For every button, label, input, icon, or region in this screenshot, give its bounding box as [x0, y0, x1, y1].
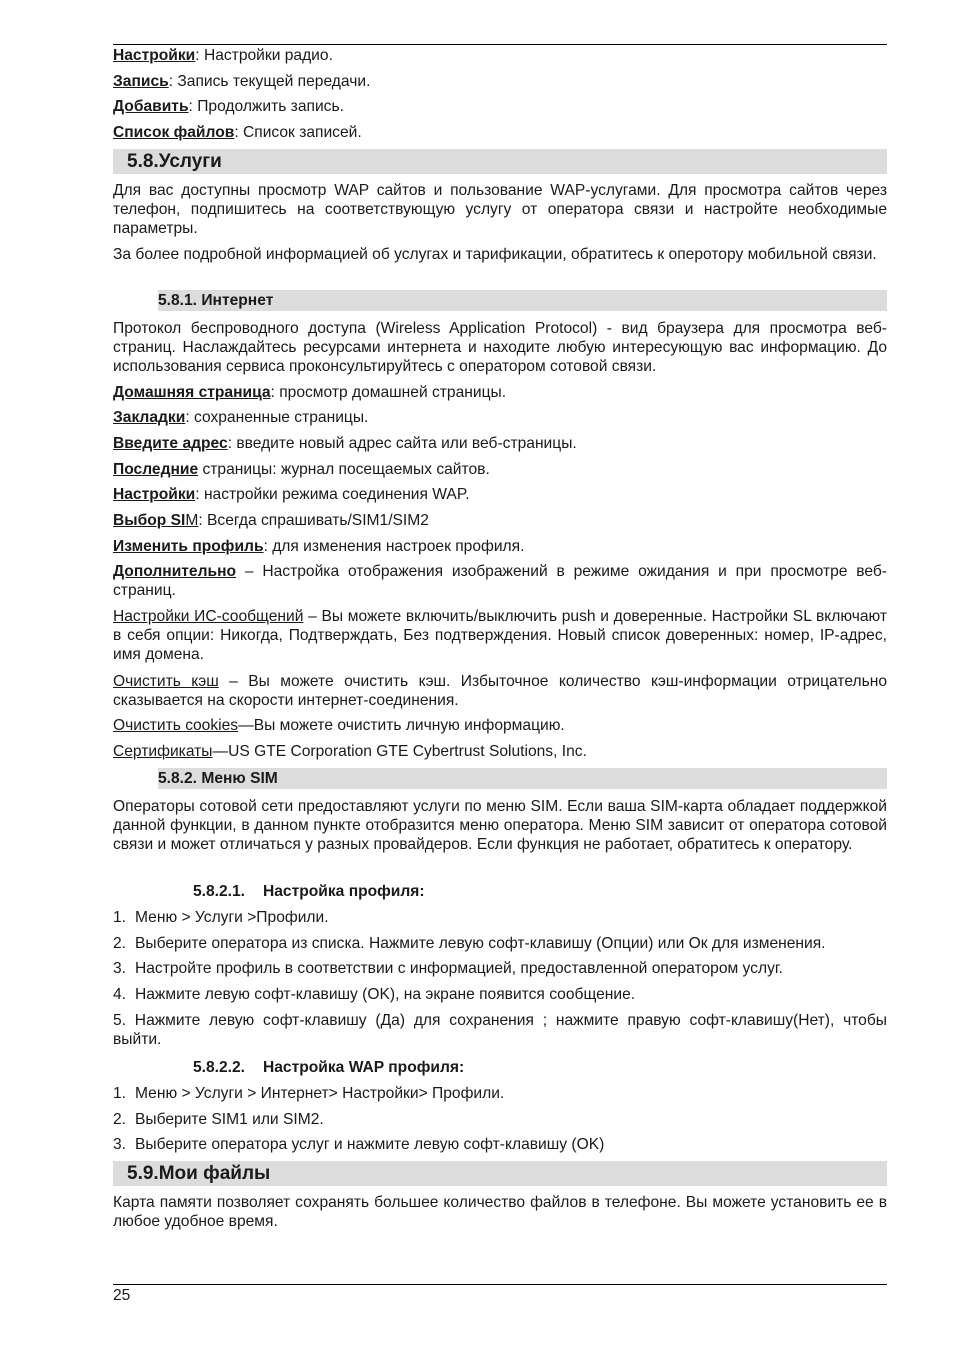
- list-text: Выберите SIM1 или SIM2.: [135, 1111, 324, 1128]
- internet-item-is-messages: [113, 607, 887, 664]
- heading-number: 5.8.2.1.: [193, 883, 246, 900]
- item-term: Последние: [113, 461, 199, 478]
- intro-item-record: [113, 72, 370, 91]
- list-item: [113, 1110, 324, 1129]
- internet-item-clear-cache: [113, 672, 887, 710]
- intro-item-filelist: [113, 123, 362, 142]
- item-term: Домашняя страница: [113, 384, 271, 401]
- intro-term: Запись: [113, 73, 169, 90]
- my-files-paragraph: Карта памяти позволяет сохранять большее количество файлов в телефоне. Вы можете установить ее в любое удобное время.: [113, 1194, 887, 1230]
- item-term: Выбор SI: [113, 512, 186, 529]
- list-item: [113, 1084, 504, 1103]
- item-term: Закладки: [113, 409, 186, 426]
- item-term: Очистить cookies: [113, 717, 239, 734]
- intro-item-append: [113, 97, 344, 116]
- item-term: Настройки ИС-сообщений: [113, 608, 304, 625]
- internet-item-edit-profile: [113, 537, 524, 556]
- subsection-heading-sim-menu: [158, 768, 887, 789]
- list-text: Нажмите левую софт-клавишу (OK), на экране появится сообщение.: [135, 986, 636, 1003]
- intro-term: Настройки: [113, 47, 196, 64]
- item-desc: : введите новый адрес сайта или веб-страницы.: [227, 435, 577, 452]
- list-number: 2.: [113, 1111, 127, 1128]
- intro-desc: : Настройки радио.: [195, 47, 333, 64]
- intro-item-settings: [113, 46, 333, 65]
- heading-text: 5.8.Услуги: [127, 151, 222, 172]
- list-text: Меню > Услуги >Профили.: [135, 909, 329, 926]
- item-desc: : просмотр домашней страницы.: [270, 384, 507, 401]
- item-desc: —Вы можете очистить личную информацию.: [238, 717, 565, 734]
- internet-item-recent: [113, 460, 490, 479]
- list-number: 1.: [113, 1085, 127, 1102]
- subsubsection-heading-profile-setup: [193, 882, 425, 901]
- list-item-5: 5. Нажмите левую софт-клавишу (Да) для сохранения ; нажмите правую софт-клавишу(Нет), чтобы выйти.: [113, 1012, 887, 1048]
- list-text: Меню > Услуги > Интернет> Настройки> Профили.: [135, 1085, 505, 1102]
- list-number: 1.: [113, 909, 127, 926]
- item-term-suffix: M: [185, 512, 199, 529]
- footer-rule: [113, 1284, 887, 1285]
- item-desc: —US GTE Corporation GTE Cybertrust Solutions, Inc.: [212, 743, 587, 760]
- intro-desc: : Запись текущей передачи.: [168, 73, 371, 90]
- sim-menu-paragraph: Операторы сотовой сети предоставляют услуги по меню SIM. Если ваша SIM-карта обладает поддержкой данной функции, в данном пункте отобразится меню оператора. Меню SIM зависит от оператора сотовой связи и может отличаться у разных провайдеров. Если функция не работает, обратитесь к оператору.: [113, 798, 887, 853]
- intro-term: Список файлов: [113, 124, 235, 141]
- item-term: Очистить кэш: [113, 673, 219, 690]
- intro-desc: : Список записей.: [234, 124, 362, 141]
- internet-item-bookmarks: [113, 408, 368, 427]
- services-paragraph-1: Для вас доступны просмотр WAP сайтов и пользование WAP-услугами. Для просмотра сайтов через телефон, подпишитесь на соответствующую услугу от оператора связи и настройте необходимые параметры.: [113, 182, 887, 237]
- intro-term: Добавить: [113, 98, 189, 115]
- item-desc: : для изменения настроек профиля.: [263, 538, 525, 555]
- intro-desc: : Продолжить запись.: [188, 98, 344, 115]
- page-number: 25: [113, 1287, 131, 1304]
- services-paragraph-2: За более подробной информацией об услугах и тарификации, обратитесь к оперотору мобильной связи.: [113, 246, 877, 263]
- section-heading-my-files: [113, 1161, 887, 1186]
- internet-item-certificates: [113, 742, 587, 761]
- item-desc: – Вы можете включить/выключить push и доверенные. Настройки SL включают в себя опции: Никогда, Подтверждать, Без подтверждения. Новый список доверенных: номер, IP-адрес, имя домена.: [113, 608, 887, 663]
- item-term: Настройки: [113, 486, 196, 503]
- internet-item-homepage: [113, 383, 506, 402]
- list-number: 2.: [113, 935, 127, 952]
- item-desc: – Вы можете очистить кэш. Избыточное количество кэш-информации отрицательно сказывается на скорости интернет-соединения.: [113, 673, 887, 709]
- list-item: [113, 985, 635, 1004]
- item-desc: : настройки режима соединения WAP.: [195, 486, 470, 503]
- list-item: [113, 934, 826, 953]
- subsubsection-heading-wap-profile: [193, 1058, 464, 1077]
- internet-item-settings: [113, 485, 470, 504]
- heading-text: 5.8.1. Интернет: [158, 292, 274, 309]
- internet-paragraph: Протокол беспроводного доступа (Wireless Application Protocol) - вид браузера для просмотра веб-страниц. Наслаждайтесь ресурсами интернета и находите любую интересующую вас информацию. До использования сервиса проконсультируйтесь с оператором сотовой связи.: [113, 320, 887, 375]
- list-item: [113, 959, 783, 978]
- internet-item-clear-cookies: [113, 716, 565, 735]
- item-term: Сертификаты: [113, 743, 213, 760]
- list-number: 4.: [113, 986, 127, 1003]
- heading-text: Настройка профиля:: [263, 883, 425, 900]
- internet-item-sim-select: [113, 511, 429, 530]
- item-desc: : Всегда спрашивать/SIM1/SIM2: [198, 512, 429, 529]
- subsection-heading-internet: [158, 290, 887, 311]
- section-heading-services: [113, 149, 887, 174]
- header-rule: [113, 44, 887, 45]
- heading-text: Настройка WAP профиля:: [263, 1059, 465, 1076]
- item-desc: – Настройка отображения изображений в режиме ожидания и при просмотре веб-страниц.: [113, 563, 887, 599]
- list-number: 3.: [113, 960, 127, 977]
- item-term: Введите адрес: [113, 435, 228, 452]
- item-term: Изменить профиль: [113, 538, 264, 555]
- internet-item-enter-address: [113, 434, 577, 453]
- list-text: Выберите оператора услуг и нажмите левую софт-клавишу (OK): [135, 1136, 605, 1153]
- list-text: Выберите оператора из списка. Нажмите левую софт-клавишу (Опции) или Ок для изменения.: [135, 935, 826, 952]
- item-desc: : сохраненные страницы.: [185, 409, 369, 426]
- heading-number: 5.8.2.2.: [193, 1059, 246, 1076]
- heading-text: 5.9.Мои файлы: [127, 1163, 271, 1184]
- list-text: Настройте профиль в соответствии с информацией, предоставленной оператором услуг.: [135, 960, 783, 977]
- item-desc: страницы: журнал посещаемых сайтов.: [198, 461, 490, 478]
- internet-item-advanced: [113, 562, 887, 600]
- list-item: [113, 1135, 604, 1154]
- heading-text: 5.8.2. Меню SIM: [158, 770, 278, 787]
- list-item: [113, 908, 329, 927]
- list-number: 3.: [113, 1136, 127, 1153]
- item-term: Дополнительно: [113, 563, 237, 580]
